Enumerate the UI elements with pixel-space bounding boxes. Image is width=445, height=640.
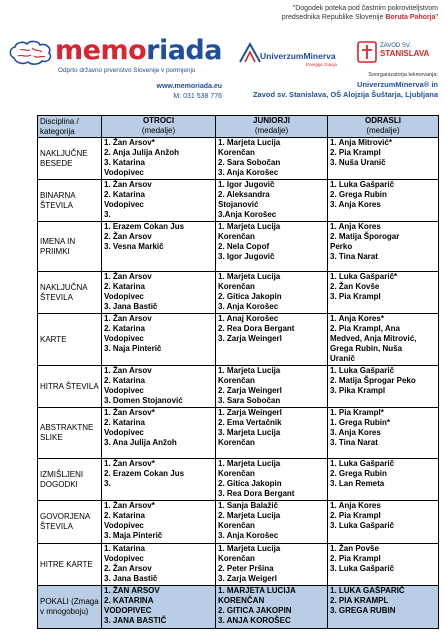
univerzum-minerva-slogan: Energija znanja <box>306 62 338 67</box>
medalist-line: 1. Igor Jugovič <box>218 180 275 189</box>
medalist-line: Korenčan <box>218 232 255 241</box>
medalist-line: 2. Erazem Cokan Jus <box>104 469 185 478</box>
medalist-line: Vodopivec <box>104 554 144 563</box>
discipline-cell: NAKLJUČNA ŠTEVILA <box>38 272 102 314</box>
table-row <box>38 366 439 408</box>
medalist-line: 1. Žan Arsov* <box>104 501 155 510</box>
medalist-line: 2. Marjeta Lucija <box>218 511 281 520</box>
medalist-line: 1. Žan Arsov* <box>104 459 155 468</box>
medalist-line: 2. Pia Krampl <box>330 148 381 157</box>
adults-medals-cell <box>328 138 439 180</box>
medalist-line: 3. Ana Julija Anžoh <box>104 438 177 447</box>
adults-medals-cell <box>328 272 439 314</box>
medalist-line: 2. Rea Dora Bergant <box>218 324 295 333</box>
medalist-line: 3. Anja Korošec <box>218 302 279 311</box>
co-organizers-label: Soorganizatorja tekmovanja: <box>368 72 438 78</box>
header-adults: ODRASLI (medalje) <box>328 116 439 138</box>
medalist-line: 3. ANJA KOROŠEC <box>218 616 291 625</box>
medalist-line: 1. LUKA GAŠPARIČ <box>330 586 405 595</box>
header-juniors: JUNIORJI (medalje) <box>216 116 328 138</box>
contact-info <box>148 82 222 101</box>
medalist-line: 3. Katarina <box>104 158 145 167</box>
medalist-line: 1. MARJETA LUCIJA <box>218 586 296 595</box>
medalist-line: 1. Katarina <box>104 544 145 553</box>
medalist-line: 2. Žan Kovše <box>330 282 380 291</box>
medalist-line: 3. Tina Narat <box>330 438 378 447</box>
medalist-line: 2. Matija Šprogar Peko <box>330 376 416 385</box>
medalist-line: 3. Jana Bastič <box>104 574 158 583</box>
medalist-line: 2. Pia Krampl <box>330 554 381 563</box>
medalist-line: Korenčan <box>218 376 255 385</box>
medalist-line: 1. Pia Krampl* <box>330 408 384 417</box>
medalist-line: 2. Ema Vertačnik <box>218 418 282 427</box>
medalist-line: 2. KATARINA <box>104 596 154 605</box>
children-medals-cell <box>102 408 216 459</box>
medalist-line: Vodopivec <box>104 334 144 343</box>
medalist-line: 2. Katarina <box>104 511 145 520</box>
medalist-line: 1. Sanja Balažič <box>218 501 279 510</box>
adults-medals-cell <box>328 366 439 408</box>
medalist-line: 3. Igor Jugovič <box>218 252 275 261</box>
medalist-line: 1. Marjeta Lucija <box>218 138 281 147</box>
medalist-line: 1. Anja Kores <box>330 501 381 510</box>
juniors-medals-cell <box>216 408 328 459</box>
medalist-line: 2. Žan Arsov <box>104 232 152 241</box>
adults-medals-cell <box>328 501 439 544</box>
juniors-medals-cell <box>216 222 328 272</box>
medalist-line: 1. Luka Gašparič <box>330 459 395 468</box>
medalist-line: 2. Katarina <box>104 418 145 427</box>
medalist-line: 2. GITICA JAKOPIN <box>218 606 292 615</box>
juniors-medals-cell <box>216 544 328 586</box>
medalist-line: Korenčan <box>218 282 255 291</box>
medalist-line: Korenčan <box>218 554 255 563</box>
medalist-line: 1. Žan Arsov* <box>104 138 155 147</box>
table-row <box>38 586 439 629</box>
juniors-medals-cell <box>216 314 328 366</box>
adults-medals-cell <box>328 222 439 272</box>
medalist-line: 2. Pia Krampl <box>330 511 381 520</box>
medalist-line: 2. Žan Arsov <box>104 564 152 573</box>
medalist-line: 3. Vesna Markič <box>104 242 164 251</box>
medalist-line: 3. Tina Narat <box>330 252 378 261</box>
medalist-line: 2. Gitica Jakopin <box>218 479 282 488</box>
medalist-line: KORENČAN <box>218 596 265 605</box>
medalist-line: 3. Zarja Weigerl <box>218 574 277 583</box>
juniors-medals-cell <box>216 180 328 222</box>
header-children: OTROCI (medalje) <box>102 116 216 138</box>
children-medals-cell <box>102 180 216 222</box>
discipline-cell: BINARNA ŠTEVILA <box>38 180 102 222</box>
medalist-line: 2. Pia Krampl, Ana <box>330 324 400 333</box>
medalist-line: Vodopivec <box>104 200 144 209</box>
discipline-cell: HITRA ŠTEVILA <box>38 366 102 408</box>
medalist-line: 3. Lan Remeta <box>330 479 385 488</box>
medalist-line: 3. Marjeta Lucija <box>218 428 281 437</box>
medalist-line: 3. Nuša Uranič <box>330 158 386 167</box>
medalist-line: 2. PIA KRAMPL <box>330 596 389 605</box>
medalist-line: Perko <box>330 242 353 251</box>
juniors-medals-cell <box>216 366 328 408</box>
medalist-line: 3. <box>104 210 111 219</box>
adults-medals-cell <box>328 314 439 366</box>
brand-wordmark: memoriada <box>55 35 222 66</box>
medalist-line: Stojanović <box>218 200 259 209</box>
medalist-line: Vodopivec <box>104 386 144 395</box>
table-row <box>38 408 439 459</box>
table-row <box>38 138 439 180</box>
medalist-line: 1. Grega Rubin* <box>330 418 391 427</box>
header-discipline: Disciplina / kategorija <box>38 116 102 138</box>
adults-medals-cell <box>328 544 439 586</box>
children-medals-cell <box>102 586 216 629</box>
phone-number: M: 031 538 776 <box>173 92 222 100</box>
medalist-line: 2. Nela Copof <box>218 242 270 251</box>
zavod-name: ZAVOD SV. STANISLAVA <box>380 43 430 58</box>
medalist-line: 1. Žan Arsov <box>104 272 152 281</box>
medalist-line: 1. Anja Kores <box>330 222 381 231</box>
children-medals-cell <box>102 501 216 544</box>
medalist-line: 3. <box>104 479 111 488</box>
medalist-line: Vodopivec <box>104 292 144 301</box>
medalist-line: 1. ŽAN ARSOV <box>104 586 160 595</box>
juniors-medals-cell <box>216 586 328 629</box>
medalist-line: Medved, Anja Mitrović, <box>330 334 417 343</box>
co-organizers: UniverzumMinerva® in Zavod sv. Stanislava, OŠ Alojzija Šuštarja, Ljubljana <box>252 80 438 99</box>
medalist-line: 3. Sara Sobočan <box>218 396 281 405</box>
medalist-line: 3. Pika Krampl <box>330 386 386 395</box>
medalist-line: 3. Zarja Weingerl <box>218 334 282 343</box>
discipline-cell: ABSTRAKTNE SLIKE <box>38 408 102 459</box>
medalist-line: 2. Zarja Weingerl <box>218 386 282 395</box>
medalist-line: 2. Anja Julija Anžoh <box>104 148 179 157</box>
medalist-line: Uranič <box>330 354 355 363</box>
medalist-line: 2. Grega Rubin <box>330 469 387 478</box>
adults-medals-cell <box>328 180 439 222</box>
medalist-line: 1. Luka Gašparič <box>330 180 395 189</box>
medalist-line: 3. Luka Gašparič <box>330 521 395 530</box>
medalist-line: 3. GREGA RUBIN <box>330 606 396 615</box>
medalist-line: 3. Jana Bastič <box>104 302 158 311</box>
medalist-line: 1. Marjeta Lucija <box>218 544 281 553</box>
discipline-cell: IMENA IN PRIIMKI <box>38 222 102 272</box>
patronage-quote: "Dogodek poteka pod častnim pokroviteljstvom predsednika Republike Slovenije Boruta Pahorja" <box>281 5 438 21</box>
medalist-line: 1. Žan Povše <box>330 544 379 553</box>
discipline-cell: HITRE KARTE <box>38 544 102 586</box>
patron-name: Boruta Pahorja <box>385 14 436 21</box>
medalist-line: 1. Anaj Korošec <box>218 314 279 323</box>
medalist-line: 2. Katarina <box>104 282 145 291</box>
medalist-line: 3. Anja Korošec <box>218 168 279 177</box>
medalist-line: 2. Matija Šporogar <box>330 232 400 241</box>
medalist-line: 1. Anja Mitrović* <box>330 138 392 147</box>
brain-logo-icon <box>8 40 54 66</box>
medalist-line: 1. Žan Arsov <box>104 314 152 323</box>
table-row <box>38 459 439 501</box>
table-row <box>38 314 439 366</box>
juniors-medals-cell <box>216 501 328 544</box>
results-table <box>37 115 439 629</box>
medalist-line: 3. Luka Gašparič <box>330 564 395 573</box>
medalist-line: 3. Maja Pinterič <box>104 531 163 540</box>
medalist-line: 1. Anja Kores* <box>330 314 384 323</box>
medalist-line: 1. Žan Arsov* <box>104 408 155 417</box>
children-medals-cell <box>102 544 216 586</box>
medalist-line: 3.Anja Korošec <box>218 210 277 219</box>
children-medals-cell <box>102 138 216 180</box>
medalist-line: 3. Anja Kores <box>330 428 381 437</box>
medalist-line: 2. Katarina <box>104 190 145 199</box>
medalist-line: 3. JANA BASTIČ <box>104 616 167 625</box>
discipline-cell: GOVORJENA ŠTEVILA <box>38 501 102 544</box>
children-medals-cell <box>102 222 216 272</box>
children-medals-cell <box>102 459 216 501</box>
medalist-line: Korenčan <box>218 521 255 530</box>
medalist-line: Vodopivec <box>104 428 144 437</box>
medalist-line: 1. Luka Gašparič <box>330 366 395 375</box>
medalist-line: 2. Katarina <box>104 376 145 385</box>
medalist-line: Vodopivec <box>104 521 144 530</box>
juniors-medals-cell <box>216 272 328 314</box>
table-row <box>38 272 439 314</box>
adults-medals-cell <box>328 408 439 459</box>
medalist-line: Korenčan <box>218 469 255 478</box>
medalist-line: 1. Zarja Weingerl <box>218 408 282 417</box>
juniors-medals-cell <box>216 459 328 501</box>
medalist-line: 1. Erazem Cokan Jus <box>104 222 185 231</box>
medalist-line: VODOPIVEC <box>104 606 152 615</box>
brand-tagline: Odprto državno prvenstvo Slovenije v pomnjenju <box>58 67 196 74</box>
medalist-line: 3. Anja Korošec <box>218 531 279 540</box>
medalist-line: 1. Luka Gašparič* <box>330 272 398 281</box>
discipline-cell: NAKLJUČNE BESEDE <box>38 138 102 180</box>
univerzum-minerva-name: UniverzumMinerva <box>260 51 336 61</box>
adults-medals-cell <box>328 586 439 629</box>
table-row <box>38 544 439 586</box>
discipline-cell: IZMIŠLJENI DOGODKI <box>38 459 102 501</box>
table-row <box>38 222 439 272</box>
table-row <box>38 180 439 222</box>
medalist-line: 2. Aleksandra <box>218 190 270 199</box>
medalist-line: 3. Domen Stojanović <box>104 396 183 405</box>
medalist-line: Grega Rubin, Nuša <box>330 344 403 353</box>
medalist-line: 2. Katarina <box>104 324 145 333</box>
medalist-line: 1. Marjeta Lucija <box>218 459 281 468</box>
medalist-line: 1. Marjeta Lucija <box>218 222 281 231</box>
children-medals-cell <box>102 272 216 314</box>
juniors-medals-cell <box>216 138 328 180</box>
zavod-emblem-icon <box>356 40 378 64</box>
medalist-line: 3. Naja Pinterič <box>104 344 162 353</box>
website-link[interactable]: www.memoriada.eu <box>156 83 222 90</box>
medalist-line: 1. Žan Arsov <box>104 180 152 189</box>
medalist-line: 1. Marjeta Lucija <box>218 366 281 375</box>
medalist-line: 3. Anja Kores <box>330 200 381 209</box>
adults-medals-cell <box>328 459 439 501</box>
table-header-row <box>38 116 439 138</box>
medalist-line: 1. Marjeta Lucija <box>218 272 281 281</box>
medalist-line: Korenčan <box>218 148 255 157</box>
medalist-line: Vodopivec <box>104 168 144 177</box>
children-medals-cell <box>102 314 216 366</box>
medalist-line: 2. Gitica Jakopin <box>218 292 282 301</box>
medalist-line: 2. Sara Sobočan <box>218 158 281 167</box>
medalist-line: 1. Žan Arsov <box>104 366 152 375</box>
children-medals-cell <box>102 366 216 408</box>
medalist-line: 2. Peter Pršina <box>218 564 274 573</box>
medalist-line: Korenčan <box>218 438 255 447</box>
medalist-line: 3. Pia Krampl <box>330 292 381 301</box>
table-row <box>38 501 439 544</box>
medalist-line: 3. Rea Dora Bergant <box>218 489 295 498</box>
medalist-line: 2. Grega Rubin <box>330 190 387 199</box>
discipline-cell: POKALI (Zmaga v mnogoboju) <box>38 586 102 629</box>
discipline-cell: KARTE <box>38 314 102 366</box>
